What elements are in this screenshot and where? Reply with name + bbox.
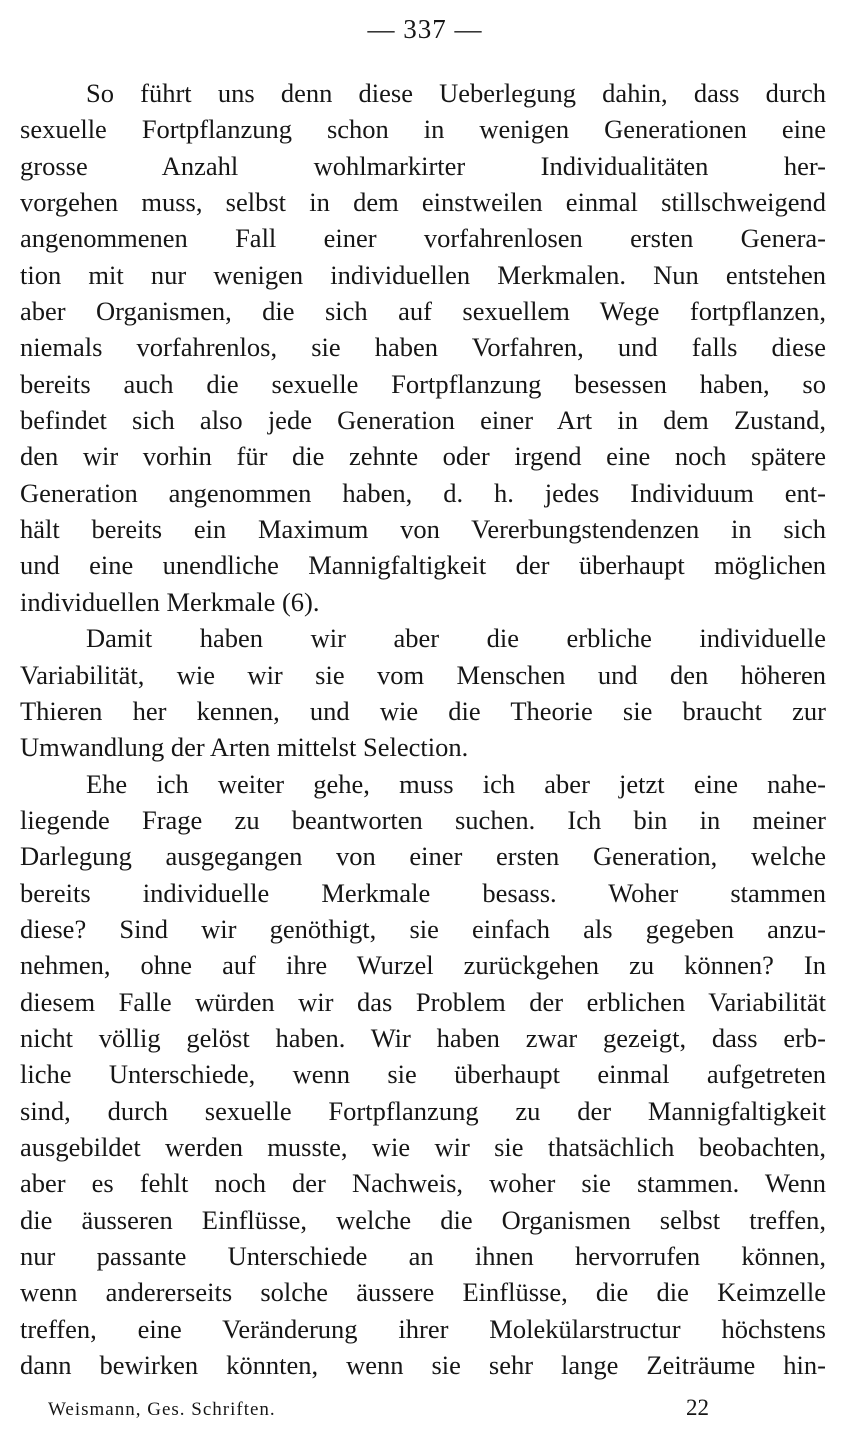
- text-line: nur passante Unterschiede an ihnen hervorrufen können,: [20, 1241, 826, 1271]
- text-line: und eine unendliche Mannigfaltigkeit der überhaupt möglichen: [20, 550, 826, 581]
- text-line: aber Organismen, die sich auf sexuellem Wege fortpflanzen,: [20, 296, 826, 327]
- text-line: individuellen Merkmale (6).: [20, 586, 320, 617]
- text-line: Variabilität, wie wir sie vom Menschen und den höheren: [20, 659, 826, 690]
- text-line: wenn andererseits solche äussere Einflüsse, die die Keimzelle: [20, 1277, 826, 1308]
- text-line: bereits individuelle Merkmale besass. Woher stammen: [20, 877, 826, 908]
- text-line: ausgebildet werden musste, wie wir sie thatsächlich beobachten,: [20, 1131, 826, 1162]
- text-line: den wir vorhin für die zehnte oder irgend eine noch spätere: [20, 441, 826, 472]
- text-line: tion mit nur wenigen individuellen Merkmalen. Nun entstehen: [20, 259, 826, 290]
- text-line: Darlegung ausgegangen von einer ersten Generation, welche: [20, 841, 826, 872]
- body-text: [20, 75, 826, 1383]
- text-line: nehmen, ohne auf ihre Wurzel zurückgehen zu können? In: [20, 950, 826, 981]
- text-line: bereits auch die sexuelle Fortpflanzung besessen haben, so: [20, 368, 826, 399]
- text-line: befindet sich also jede Generation einer Art in dem Zustand,: [20, 405, 826, 436]
- text-line: grosse Anzahl wohlmarkirter Individualitäten her-: [20, 150, 826, 181]
- page-number: — 337 —: [367, 14, 483, 44]
- text-line: Generation angenommen haben, d. h. jedes Individuum ent-: [20, 477, 826, 508]
- text-line: Damit haben wir aber die erbliche individuelle: [86, 623, 826, 654]
- text-line: diesem Falle würden wir das Problem der erblichen Variabilität: [20, 986, 826, 1017]
- text-line: So führt uns denn diese Ueberlegung dahin, dass durch: [86, 78, 826, 108]
- text-line: niemals vorfahrenlos, sie haben Vorfahren, und falls diese: [20, 332, 826, 363]
- printer-signature: Weismann, Ges. Schriften.: [48, 1399, 276, 1420]
- text-line: aber es fehlt noch der Nachweis, woher sie stammen. Wenn: [20, 1168, 826, 1199]
- text-line: nicht völlig gelöst haben. Wir haben zwar gezeigt, dass erb-: [20, 1022, 826, 1053]
- text-line: Ehe ich weiter gehe, muss ich aber jetzt eine nahe-: [86, 768, 826, 799]
- text-line: liegende Frage zu beantworten suchen. Ich bin in meiner: [20, 804, 826, 835]
- text-line: vorgehen muss, selbst in dem einstweilen einmal stillschweigend: [20, 187, 826, 218]
- text-line: treffen, eine Veränderung ihrer Molekülarstructur höchstens: [20, 1313, 826, 1344]
- sheet-number: 22: [686, 1395, 709, 1420]
- text-line: hält bereits ein Maximum von Vererbungstendenzen in sich: [20, 514, 826, 545]
- text-line: Umwandlung der Arten mittelst Selection.: [20, 732, 469, 763]
- text-line: sexuelle Fortpflanzung schon in wenigen Generationen eine: [20, 114, 826, 145]
- text-line: die äusseren Einflüsse, welche die Organismen selbst treffen,: [20, 1204, 826, 1235]
- text-line: diese? Sind wir genöthigt, sie einfach als gegeben anzu-: [20, 913, 826, 944]
- text-line: Thieren her kennen, und wie die Theorie sie braucht zur: [20, 695, 826, 726]
- text-line: angenommenen Fall einer vorfahrenlosen ersten Genera-: [20, 223, 826, 254]
- text-line: liche Unterschiede, wenn sie überhaupt einmal aufgetreten: [20, 1059, 826, 1090]
- text-line: dann bewirken könnten, wenn sie sehr lange Zeiträume hin-: [20, 1350, 826, 1381]
- text-line: sind, durch sexuelle Fortpflanzung zu der Mannigfaltigkeit: [20, 1095, 826, 1126]
